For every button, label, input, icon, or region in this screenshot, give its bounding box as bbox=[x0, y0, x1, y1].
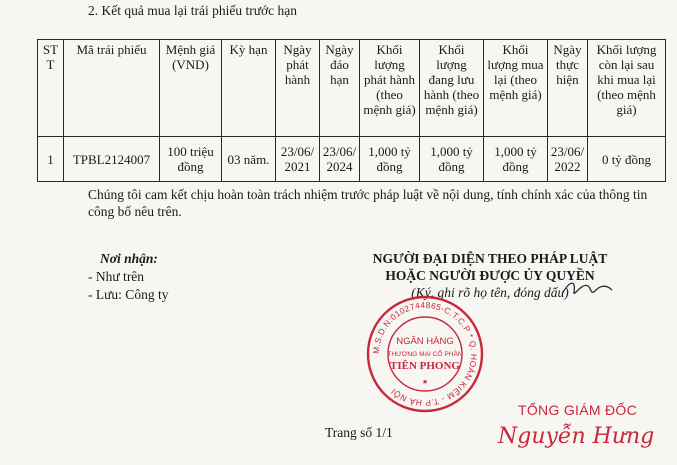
cell-issued-volume: 1,000 tỷ đồng bbox=[360, 137, 420, 182]
bond-buyback-table bbox=[37, 39, 666, 182]
director-title: TỔNG GIÁM ĐỐC bbox=[518, 402, 638, 418]
signature-scribble-icon bbox=[560, 276, 620, 300]
signer-role-line2: HOẶC NGƯỜI ĐƯỢC ỦY QUYỀN bbox=[385, 268, 595, 283]
cell-remaining-volume: 0 tỷ đồng bbox=[588, 137, 666, 182]
signer-role-line1: NGƯỜI ĐẠI DIỆN THEO PHÁP LUẬT bbox=[372, 251, 608, 266]
header-execution-date: Ngày thực hiện bbox=[548, 40, 588, 137]
signer-note: (Ký, ghi rõ họ tên, đóng dấu) bbox=[411, 285, 569, 300]
header-maturity-date: Ngày đáo hạn bbox=[320, 40, 360, 137]
commitment-statement: Chúng tôi cam kết chịu hoàn toàn trách nhiệm trước pháp luật về nội dung, tính chính xác của thông tin công bố nêu trên. bbox=[88, 187, 648, 219]
section-title: 2. Kết quả mua lại trái phiếu trước hạn bbox=[88, 3, 298, 18]
header-term: Kỳ hạn bbox=[222, 40, 276, 137]
seal-line3: TIÊN PHONG bbox=[390, 360, 460, 372]
header-bond-code: Mã trái phiếu bbox=[64, 40, 160, 137]
cell-outstanding-volume: 1,000 tỷ đồng bbox=[420, 137, 484, 182]
cell-stt: 1 bbox=[38, 137, 64, 182]
recipients-block bbox=[88, 250, 168, 304]
header-issued-volume: Khối lượng phát hành (theo mệnh giá) bbox=[360, 40, 420, 137]
seal-line2: THƯƠNG MẠI CỔ PHẦN bbox=[387, 351, 463, 358]
company-seal-icon bbox=[365, 294, 485, 414]
table-row bbox=[38, 137, 666, 182]
header-remaining-volume: Khối lượng còn lại sau khi mua lại (theo mệnh giá) bbox=[588, 40, 666, 137]
recipient-item: - Như trên bbox=[88, 269, 145, 284]
header-issue-date: Ngày phát hành bbox=[276, 40, 320, 137]
seal-line1: NGÂN HÀNG bbox=[396, 336, 454, 347]
seal-ring-text: M.S.D.N:0102744865-C.T.C.P * Q. HOÀN KIẾM - T.P HÀ NỘI bbox=[370, 299, 480, 409]
director-name: Nguyễn Hưng bbox=[498, 424, 655, 449]
header-outstanding-volume: Khối lượng đang lưu hành (theo mệnh giá) bbox=[420, 40, 484, 137]
cell-buyback-volume: 1,000 tỷ đồng bbox=[484, 137, 548, 182]
header-buyback-volume: Khối lượng mua lại (theo mệnh giá) bbox=[484, 40, 548, 137]
table-header-row bbox=[38, 40, 666, 137]
cell-maturity-date: 23/06/ 2024 bbox=[320, 137, 360, 182]
header-stt: ST T bbox=[38, 40, 64, 137]
cell-face-value: 100 triệu đồng bbox=[160, 137, 222, 182]
recipients-heading: Nơi nhận: bbox=[100, 251, 158, 266]
cell-bond-code: TPBL2124007 bbox=[64, 137, 160, 182]
cell-issue-date: 23/06/ 2021 bbox=[276, 137, 320, 182]
recipient-item: - Lưu: Công ty bbox=[88, 287, 169, 302]
header-face-value: Mệnh giá (VND) bbox=[160, 40, 222, 137]
page-number: Trang số 1/1 bbox=[325, 425, 393, 440]
cell-execution-date: 23/06/ 2022 bbox=[548, 137, 588, 182]
seal-star-icon: ★ bbox=[421, 378, 429, 386]
cell-term: 03 năm. bbox=[222, 137, 276, 182]
